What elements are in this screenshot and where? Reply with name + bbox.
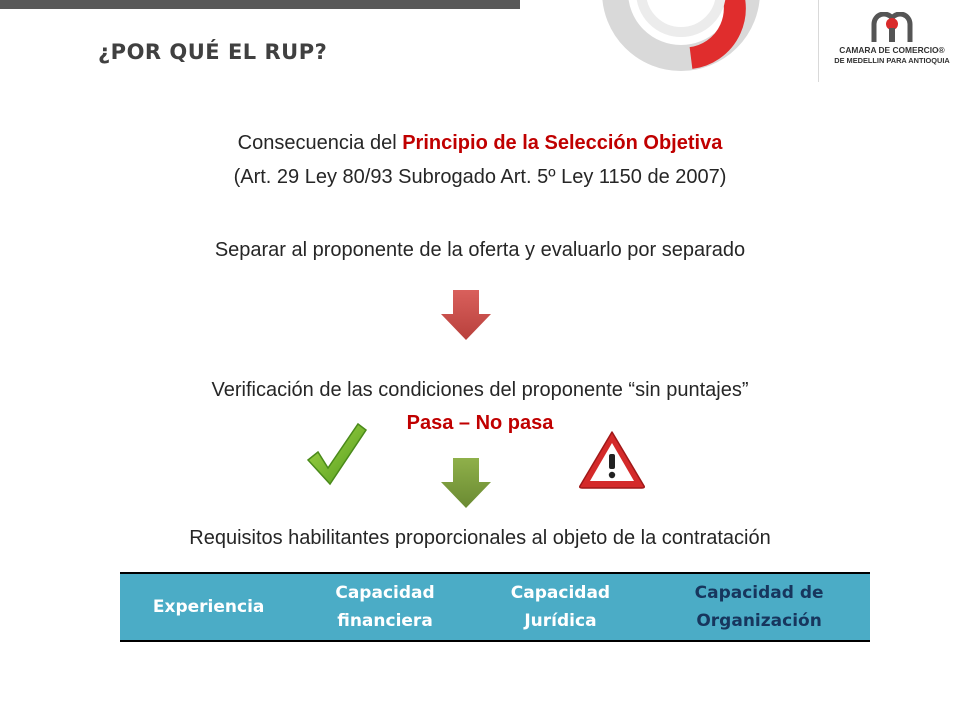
- green-checkmark-icon: [306, 422, 368, 488]
- capacity-table: [120, 572, 870, 642]
- verification-statement: Verificación de las condiciones del proponente “sin puntajes”: [211, 379, 749, 401]
- red-warning-triangle-icon: [578, 430, 646, 490]
- logo-text-line-1: CAMARA DE COMERCIO®: [839, 45, 945, 55]
- requirements-statement: Requisitos habilitantes proporcionales al objeto de la contratación: [189, 527, 771, 549]
- table-row: [120, 573, 870, 641]
- consequence-line: [0, 132, 960, 155]
- pass-fail-label: Pasa – No pasa: [406, 412, 554, 434]
- arrow-down-red-icon: [440, 290, 492, 342]
- arrow-down-green-icon: [440, 458, 492, 510]
- page-title: ¿POR QUÉ EL RUP?: [98, 40, 328, 64]
- principle-highlight: Principio de la Selección Objetiva: [402, 132, 723, 154]
- table-cell-experiencia: Experiencia: [152, 597, 265, 617]
- table-cell-capacidad-juridica: Capacidad Jurídica: [510, 583, 611, 631]
- separate-statement: Separar al proponente de la oferta y evaluarlo por separado: [214, 239, 746, 261]
- table-cell-capacidad-financiera: Capacidad financiera: [335, 583, 435, 631]
- consequence-prefix: Consecuencia del: [237, 132, 403, 154]
- decorative-rings: [596, 0, 818, 90]
- top-accent-bar: [0, 0, 520, 9]
- header-divider: [818, 0, 819, 82]
- logo-text-line-2: DE MEDELLIN PARA ANTIOQUIA: [834, 56, 950, 65]
- chamber-logo-icon: [870, 12, 914, 44]
- legal-reference: (Art. 29 Ley 80/93 Subrogado Art. 5º Ley 1150 de 2007): [233, 166, 727, 188]
- table-cell-capacidad-organizacion: Capacidad de Organización: [694, 583, 824, 631]
- chamber-of-commerce-logo: [828, 12, 956, 72]
